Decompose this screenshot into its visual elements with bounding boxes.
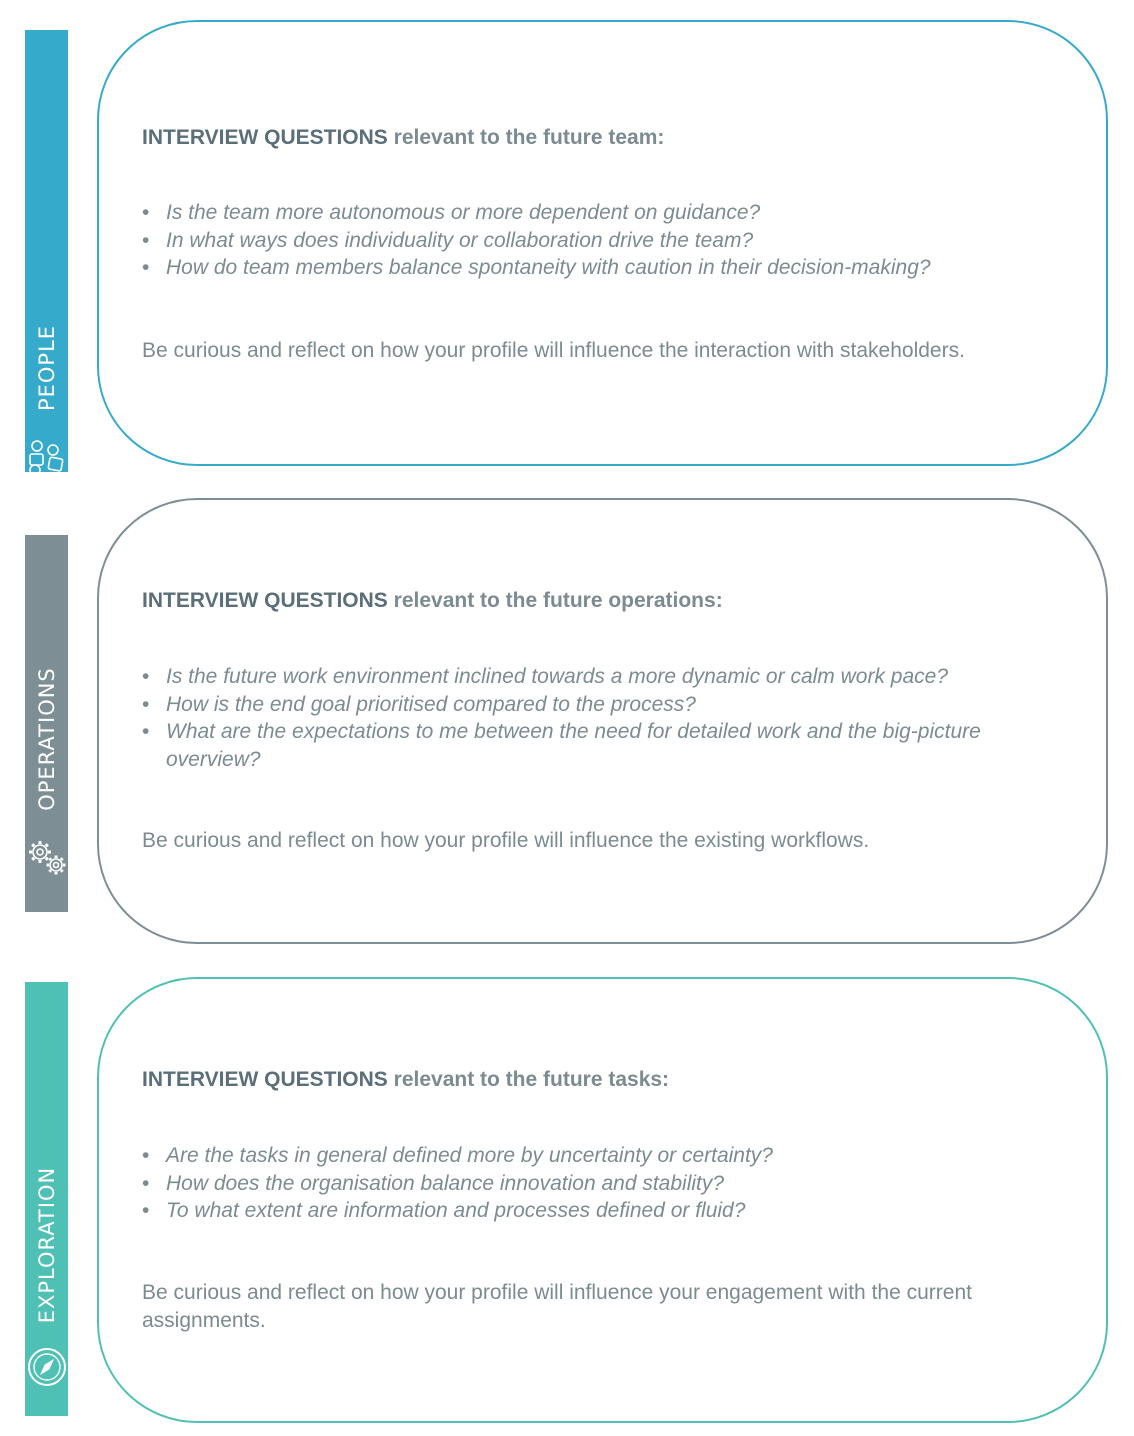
people-heading-lead: INTERVIEW QUESTIONS	[142, 126, 388, 149]
bullet-icon: •	[142, 720, 150, 743]
bullet-icon: •	[142, 1144, 150, 1167]
bullet-icon: •	[142, 201, 150, 224]
people-reflection: Be curious and reflect on how your profile will influence the interaction with stakeholders.	[142, 339, 965, 362]
operations-heading-lead: INTERVIEW QUESTIONS	[142, 589, 388, 612]
question-text: How do team members balance spontaneity with caution in their decision-making?	[166, 256, 931, 279]
exploration-card	[97, 977, 1108, 1423]
list-item	[142, 691, 1072, 719]
gears-icon	[25, 833, 68, 883]
exploration-heading-rest: relevant to the future tasks:	[387, 1068, 670, 1091]
exploration-question-list	[142, 1142, 773, 1225]
bullet-icon: •	[142, 256, 150, 279]
question-text: What are the expectations to me between the need for detailed work and the big-picture overview?	[166, 720, 981, 771]
exploration-reflection: Be curious and reflect on how your profile will influence your engagement with the current assignments.	[142, 1281, 972, 1332]
list-item	[142, 1142, 773, 1170]
bullet-icon: •	[142, 1199, 150, 1222]
bullet-icon: •	[142, 665, 150, 688]
list-item	[142, 1197, 773, 1225]
question-text: To what extent are information and processes defined or fluid?	[166, 1199, 746, 1222]
operations-label: OPERATIONS	[34, 667, 59, 811]
operations-reflection: Be curious and reflect on how your profile will influence the existing workflows.	[142, 829, 870, 852]
exploration-side-bar	[25, 982, 68, 1416]
operations-card	[97, 498, 1108, 944]
operations-heading-rest: relevant to the future operations:	[387, 589, 723, 612]
question-text: How is the end goal prioritised compared to the process?	[166, 692, 696, 716]
bullet-icon: •	[142, 692, 150, 716]
operations-question-list	[142, 663, 1072, 773]
list-item	[142, 1170, 773, 1198]
list-item	[142, 663, 1072, 691]
list-item	[142, 254, 931, 282]
bullet-icon: •	[142, 1171, 150, 1195]
list-item	[142, 199, 931, 227]
list-item	[142, 718, 1072, 773]
compass-icon	[25, 1344, 68, 1390]
people-group-icon	[25, 438, 68, 488]
operations-side-bar	[25, 535, 68, 912]
operations-heading	[142, 589, 723, 613]
people-heading	[142, 126, 664, 150]
question-text: Is the team more autonomous or more dependent on guidance?	[166, 201, 761, 224]
question-text: In what ways does individuality or collaboration drive the team?	[166, 228, 754, 252]
people-side-bar	[25, 30, 68, 472]
question-text: Is the future work environment inclined towards a more dynamic or calm work pace?	[166, 665, 949, 688]
people-heading-rest: relevant to the future team:	[387, 126, 665, 149]
question-text: Are the tasks in general defined more by uncertainty or certainty?	[166, 1144, 773, 1167]
bullet-icon: •	[142, 228, 150, 252]
question-text: How does the organisation balance innovation and stability?	[166, 1171, 725, 1195]
people-question-list	[142, 199, 931, 282]
list-item	[142, 227, 931, 255]
people-label: PEOPLE	[34, 324, 59, 412]
exploration-heading-lead: INTERVIEW QUESTIONS	[142, 1068, 388, 1091]
exploration-label: EXPLORATION	[34, 1166, 59, 1324]
people-card	[97, 20, 1108, 466]
exploration-heading	[142, 1068, 669, 1092]
